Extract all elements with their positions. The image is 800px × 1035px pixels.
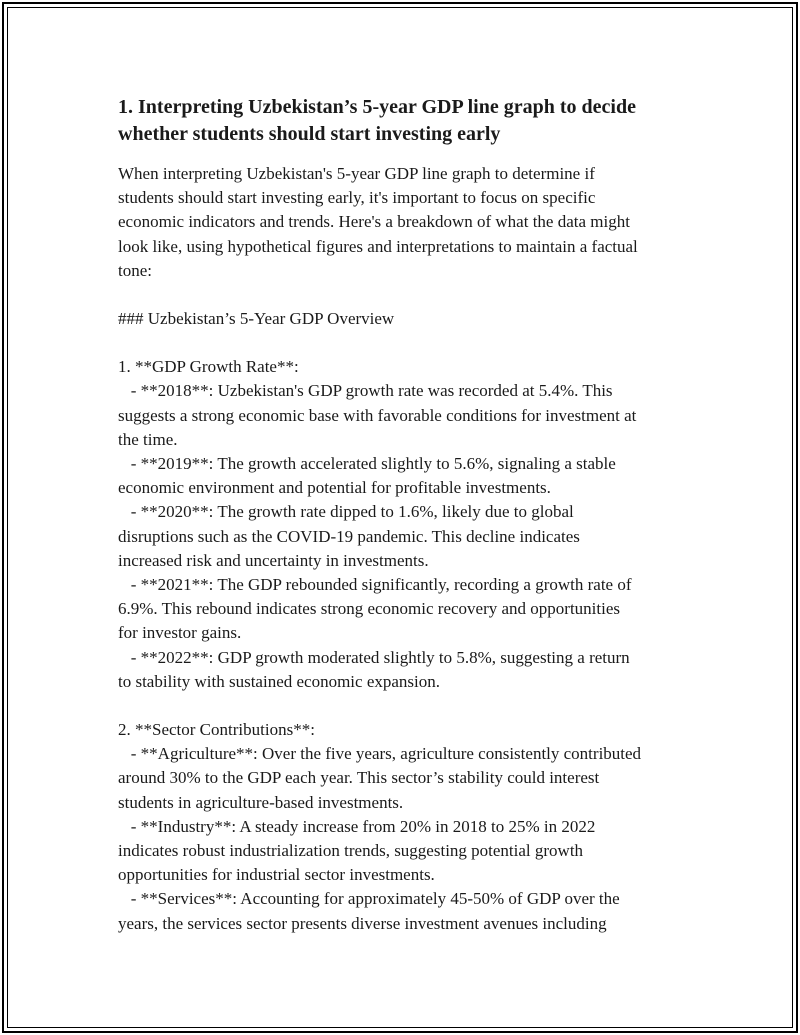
blank-line — [118, 694, 690, 718]
body-line: years, the services sector presents diverse investment avenues including — [118, 913, 607, 933]
body-line: - **2021**: The GDP rebounded significantly, recording a growth rate of — [118, 575, 632, 595]
body-line: - **Agriculture**: Over the five years, agriculture consistently contributed — [118, 744, 642, 764]
body-line: look like, using hypothetical figures and interpretations to maintain a factual — [118, 236, 638, 256]
body-line: opportunities for industrial sector investments. — [118, 865, 435, 885]
body-line: students should start investing early, it's important to focus on specific — [118, 188, 596, 208]
document-body — [118, 162, 690, 936]
body-line: tone: — [118, 260, 152, 280]
body-line: disruptions such as the COVID-19 pandemic. This decline indicates — [118, 526, 580, 546]
body-line: to stability with sustained economic expansion. — [118, 671, 441, 691]
title-line: 1. Interpreting Uzbekistan’s 5-year GDP line graph to decide — [118, 96, 636, 118]
blank-line — [118, 331, 690, 355]
body-line: economic environment and potential for profitable investments. — [118, 478, 551, 498]
body-line: suggests a strong economic base with favorable conditions for investment at — [118, 405, 637, 425]
body-line: - **Services**: Accounting for approximately 45-50% of GDP over the — [118, 889, 620, 909]
body-line: - **2022**: GDP growth moderated slightly to 5.8%, suggesting a return — [118, 647, 630, 667]
body-line: the time. — [118, 429, 178, 449]
body-line: students in agriculture-based investments. — [118, 792, 404, 812]
body-line: - **Industry**: A steady increase from 20% in 2018 to 25% in 2022 — [118, 816, 596, 836]
body-line: 1. **GDP Growth Rate**: — [118, 357, 299, 377]
body-line: - **2020**: The growth rate dipped to 1.6%, likely due to global — [118, 502, 574, 522]
body-line: When interpreting Uzbekistan's 5-year GDP line graph to determine if — [118, 164, 595, 183]
body-line: - **2018**: Uzbekistan's GDP growth rate was recorded at 5.4%. This — [118, 381, 613, 401]
body-line: economic indicators and trends. Here's a breakdown of what the data might — [118, 212, 630, 232]
document-content — [118, 94, 690, 936]
body-line: ### Uzbekistan’s 5-Year GDP Overview — [118, 309, 395, 329]
body-line: 2. **Sector Contributions**: — [118, 720, 315, 740]
body-line: for investor gains. — [118, 623, 242, 643]
body-line: around 30% to the GDP each year. This sector’s stability could interest — [118, 768, 600, 788]
body-line: increased risk and uncertainty in investments. — [118, 550, 429, 570]
blank-line — [118, 283, 690, 307]
document-title — [118, 94, 690, 148]
body-line: indicates robust industrialization trends, suggesting potential growth — [118, 841, 584, 861]
title-line: whether students should start investing early — [118, 123, 501, 145]
body-line: 6.9%. This rebound indicates strong economic recovery and opportunities — [118, 599, 621, 619]
body-line: - **2019**: The growth accelerated slightly to 5.6%, signaling a stable — [118, 454, 616, 474]
